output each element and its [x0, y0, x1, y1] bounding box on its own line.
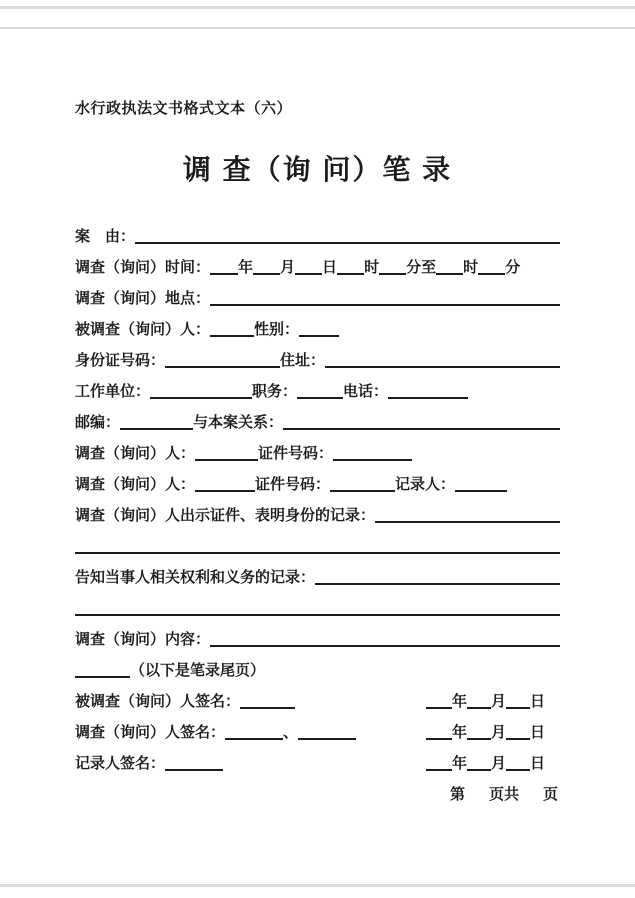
form-line-investigator-2 — [75, 464, 560, 495]
blank-underline-field — [467, 769, 491, 771]
blank-underline-field — [150, 397, 252, 399]
form-label: 调查（询问）人： — [75, 476, 196, 493]
top-rule-inner — [0, 27, 635, 29]
blank-underline-field — [253, 273, 280, 275]
form-label: 页 — [542, 786, 558, 803]
blank-underline-field — [120, 428, 193, 430]
blank-underline-field — [297, 397, 343, 399]
blank-underline-fill — [210, 645, 560, 647]
blank-underline-field — [426, 769, 452, 771]
blank-underline-field — [225, 738, 283, 740]
form-line-credentials-record-line2 — [75, 526, 560, 557]
form-label: 年 — [451, 755, 467, 772]
form-label: 分 — [505, 259, 521, 276]
blank-underline-field — [478, 273, 505, 275]
form-line-postcode-relation — [75, 402, 560, 433]
form-line-signature-person-inquired — [75, 681, 560, 712]
form-label: 证件号码： — [255, 476, 331, 493]
blank-underline-field — [388, 397, 468, 399]
blank-underline-fill — [75, 614, 560, 616]
page-title: 调 查（询 问）笔 录 — [182, 154, 453, 185]
form-label: 住址： — [280, 352, 326, 369]
top-rule-outer — [0, 6, 635, 9]
blank-underline-field — [506, 738, 530, 740]
form-lines — [75, 216, 560, 805]
form-label: 证件号码： — [258, 445, 334, 462]
form-line-case-reason — [75, 216, 560, 247]
form-line-inquiry-content — [75, 619, 560, 650]
form-label: 被调查（询问）人： — [75, 321, 211, 338]
form-label: 日 — [529, 724, 545, 741]
form-label: 调查（询问）人： — [75, 445, 196, 462]
form-label: 记录人签名： — [75, 755, 166, 772]
blank-underline-field — [379, 273, 406, 275]
form-line-work-unit — [75, 371, 560, 402]
form-label: 调查（询问）内容： — [75, 631, 211, 648]
blank-underline-field — [165, 366, 280, 368]
form-label: 调查（询问）人签名： — [75, 724, 226, 741]
blank-underline-field — [298, 738, 356, 740]
blank-underline-fill — [75, 552, 560, 554]
form-line-signature-investigators — [75, 712, 560, 743]
form-label: 告知当事人相关权利和义务的记录： — [75, 569, 316, 586]
form-line-inquiry-place — [75, 278, 560, 309]
form-label: 记录人： — [395, 476, 456, 493]
blank-underline-field — [467, 738, 491, 740]
form-label: 月 — [490, 693, 506, 710]
blank-underline-field — [75, 676, 130, 678]
blank-underline-fill — [135, 242, 560, 244]
form-label: 第 — [449, 786, 465, 803]
blank-underline-field — [240, 707, 295, 709]
form-line-page-number — [75, 774, 560, 805]
form-line-tail-page-note — [75, 650, 560, 681]
form-label: 日 — [529, 693, 545, 710]
form-label: 调查（询问）人出示证件、表明身份的记录： — [75, 507, 376, 524]
form-label: （以下是笔录尾页） — [130, 662, 266, 679]
blank-underline-fill — [375, 521, 560, 523]
form-label: 案 由： — [75, 228, 136, 245]
form-label: 邮编： — [75, 414, 121, 431]
blank-underline-fill — [325, 366, 560, 368]
form-line-inquiry-time — [75, 247, 560, 278]
blank-underline-field — [426, 707, 452, 709]
form-label: 年 — [451, 693, 467, 710]
form-line-signature-recorder — [75, 743, 560, 774]
form-label: 月 — [280, 259, 296, 276]
form-label: 性别： — [254, 321, 300, 338]
blank-underline-field — [506, 769, 530, 771]
form-label: 被调查（询问）人签名： — [75, 693, 241, 710]
form-label: 年 — [451, 724, 467, 741]
form-label: 电话： — [343, 383, 389, 400]
blank-underline-fill — [283, 428, 560, 430]
form-label: 日 — [322, 259, 338, 276]
blank-underline-field — [467, 707, 491, 709]
form-label: 页共 — [488, 786, 519, 803]
form-line-credentials-record — [75, 495, 560, 526]
form-label: 调查（询问）时间： — [75, 259, 211, 276]
form-line-rights-record — [75, 557, 560, 588]
form-label: 月 — [490, 755, 506, 772]
blank-underline-fill — [315, 583, 560, 585]
blank-underline-field — [195, 459, 258, 461]
blank-underline-field — [426, 738, 452, 740]
form-label: 时 — [463, 259, 479, 276]
blank-underline-field — [210, 335, 254, 337]
blank-underline-field — [436, 273, 463, 275]
blank-underline-field — [333, 459, 412, 461]
blank-underline-field — [295, 273, 322, 275]
form-label: 日 — [529, 755, 545, 772]
doc-format-label: 水行政执法文书格式文本（六） — [75, 100, 293, 117]
blank-underline-field — [337, 273, 364, 275]
form-line-investigator-1 — [75, 433, 560, 464]
form-label: 、 — [283, 724, 299, 741]
form-label: 月 — [490, 724, 506, 741]
form-label: 调查（询问）地点： — [75, 290, 211, 307]
blank-underline-field — [210, 273, 238, 275]
form-label: 年 — [238, 259, 254, 276]
form-line-rights-record-line2 — [75, 588, 560, 619]
blank-underline-field — [330, 490, 395, 492]
blank-underline-field — [455, 490, 507, 492]
form-label: 身份证号码： — [75, 352, 166, 369]
bottom-rule — [0, 884, 635, 887]
blank-underline-field — [195, 490, 255, 492]
form-line-id-number — [75, 340, 560, 371]
blank-underline-field — [165, 769, 223, 771]
form-label: 与本案关系： — [193, 414, 284, 431]
form-label: 时 — [364, 259, 380, 276]
form-label: 工作单位： — [75, 383, 151, 400]
form-label: 职务： — [252, 383, 298, 400]
blank-underline-fill — [210, 304, 560, 306]
form-line-person-inquired — [75, 309, 560, 340]
blank-underline-field — [506, 707, 530, 709]
form-label: 分至 — [406, 259, 437, 276]
blank-underline-field — [299, 335, 339, 337]
